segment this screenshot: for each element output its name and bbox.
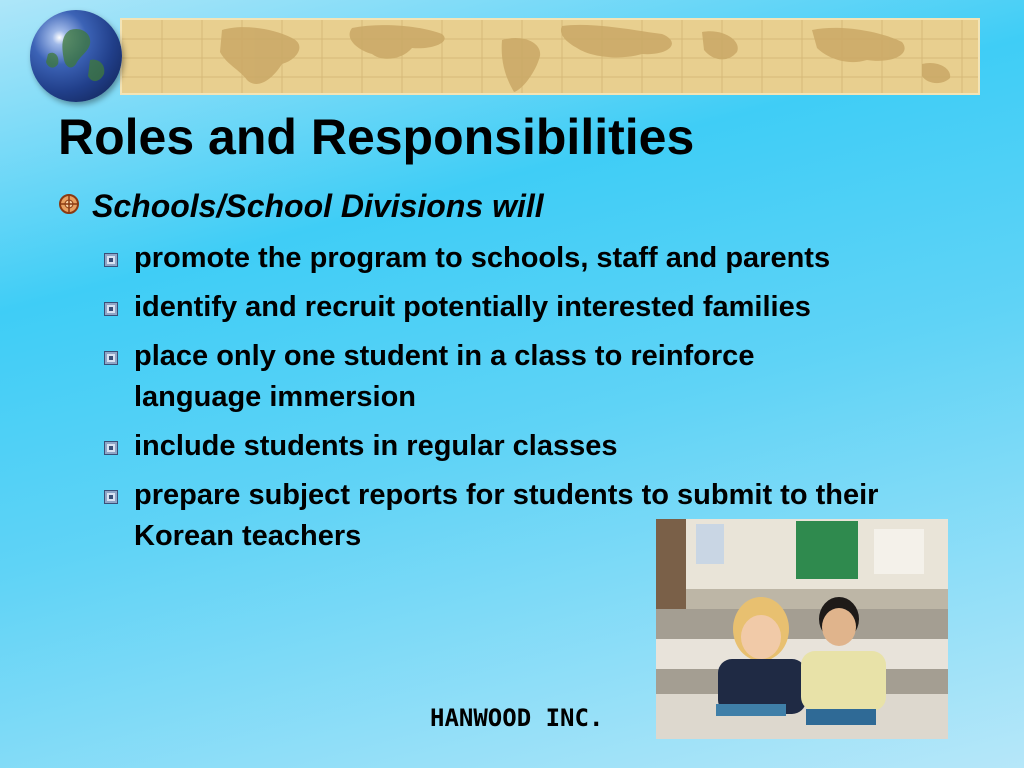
main-bullet-text: Schools/School Divisions will [92, 188, 544, 224]
list-item-text: include students in regular classes [134, 430, 618, 462]
globe-icon [30, 10, 122, 102]
list-item [104, 287, 964, 328]
crosshair-circle-icon [58, 193, 80, 220]
square-bullet-icon [104, 253, 118, 272]
list-item [104, 336, 964, 418]
list-item-text: place only one student in a class to reinforce language immersion [134, 340, 755, 413]
list-item [104, 238, 964, 279]
square-bullet-icon [104, 351, 118, 370]
square-bullet-icon [104, 490, 118, 509]
world-map-banner [120, 18, 980, 95]
square-bullet-icon [104, 441, 118, 460]
sub-bullet-list [104, 238, 964, 565]
classroom-photo [656, 519, 948, 739]
list-item-text: prepare subject reports for students to submit to their Korean teachers [134, 479, 879, 552]
list-item-text: identify and recruit potentially interested families [134, 291, 811, 323]
slide-title: Roles and Responsibilities [58, 109, 695, 165]
main-bullet [58, 188, 544, 225]
list-item-text: promote the program to schools, staff and parents [134, 242, 831, 274]
footer-company: HANWOOD INC. [430, 704, 604, 732]
list-item [104, 426, 964, 467]
square-bullet-icon [104, 302, 118, 321]
